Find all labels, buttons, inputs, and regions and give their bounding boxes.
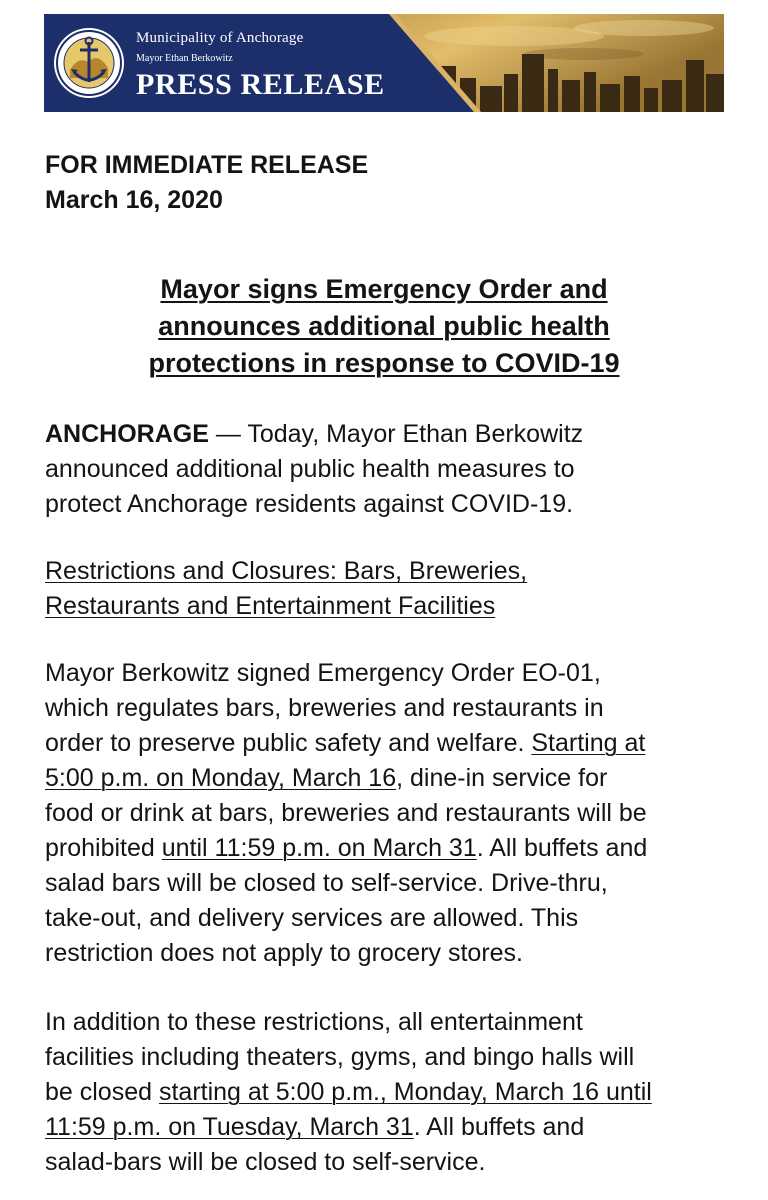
closure-period-highlight: starting at 5:00 p.m., Monday, March 16 until bbox=[158, 1078, 652, 1106]
paragraph-line: facilities including theaters, gyms, and bingo halls will bbox=[45, 1043, 635, 1071]
mayor-name: Mayor Ethan Berkowitz bbox=[136, 53, 233, 64]
start-time-highlight: 5:00 p.m. on Monday, March 16 bbox=[45, 764, 397, 792]
entertainment-paragraph bbox=[45, 1005, 652, 1180]
start-time-highlight: Starting at bbox=[531, 729, 646, 757]
release-date: March 16, 2020 bbox=[45, 186, 223, 214]
anchor-seal-icon bbox=[52, 26, 126, 100]
press-release-banner bbox=[44, 14, 724, 112]
headline-line: Mayor signs Emergency Order and bbox=[160, 274, 608, 304]
intro-paragraph bbox=[45, 417, 583, 522]
paragraph-text: prohibited bbox=[45, 834, 162, 862]
restrictions-paragraph bbox=[45, 656, 647, 971]
closure-period-highlight: 11:59 p.m. on Tuesday, March 31 bbox=[45, 1113, 414, 1141]
paragraph-line: restriction does not apply to grocery stores. bbox=[45, 939, 524, 967]
paragraph-line: take-out, and delivery services are allowed. This bbox=[45, 904, 579, 932]
paragraph-line: salad-bars will be closed to self-service. bbox=[45, 1148, 486, 1176]
headline bbox=[60, 271, 708, 382]
subheading-line: Restrictions and Closures: Bars, Breweries, bbox=[45, 557, 528, 585]
intro-text: announced additional public health measures to bbox=[45, 455, 575, 483]
intro-text: — Today, Mayor Ethan Berkowitz bbox=[208, 420, 584, 448]
paragraph-text: . All buffets and bbox=[476, 834, 648, 862]
press-release-label: PRESS RELEASE bbox=[136, 68, 385, 101]
paragraph-text: be closed bbox=[45, 1078, 159, 1106]
municipality-name: Municipality of Anchorage bbox=[136, 30, 304, 46]
paragraph-text: order to preserve public safety and welfare. bbox=[45, 729, 532, 757]
intro-text: protect Anchorage residents against COVID-19. bbox=[45, 490, 574, 518]
dateline: ANCHORAGE bbox=[45, 420, 209, 448]
section-subheading bbox=[45, 554, 527, 624]
paragraph-text: , dine-in service for bbox=[396, 764, 608, 792]
paragraph-text: . All buffets and bbox=[413, 1113, 585, 1141]
paragraph-line: which regulates bars, breweries and restaurants in bbox=[45, 694, 604, 722]
release-label: FOR IMMEDIATE RELEASE bbox=[45, 151, 369, 179]
headline-line: announces additional public health bbox=[158, 311, 610, 341]
paragraph-line: salad bars will be closed to self-service. Drive-thru, bbox=[45, 869, 608, 897]
paragraph-line: Mayor Berkowitz signed Emergency Order EO-01, bbox=[45, 659, 601, 687]
paragraph-line: In addition to these restrictions, all entertainment bbox=[45, 1008, 583, 1036]
headline-line: protections in response to COVID-19 bbox=[148, 348, 620, 378]
subheading-line: Restaurants and Entertainment Facilities bbox=[45, 592, 496, 620]
end-time-highlight: until 11:59 p.m. on March 31 bbox=[161, 834, 477, 862]
paragraph-line: food or drink at bars, breweries and restaurants will be bbox=[45, 799, 647, 827]
